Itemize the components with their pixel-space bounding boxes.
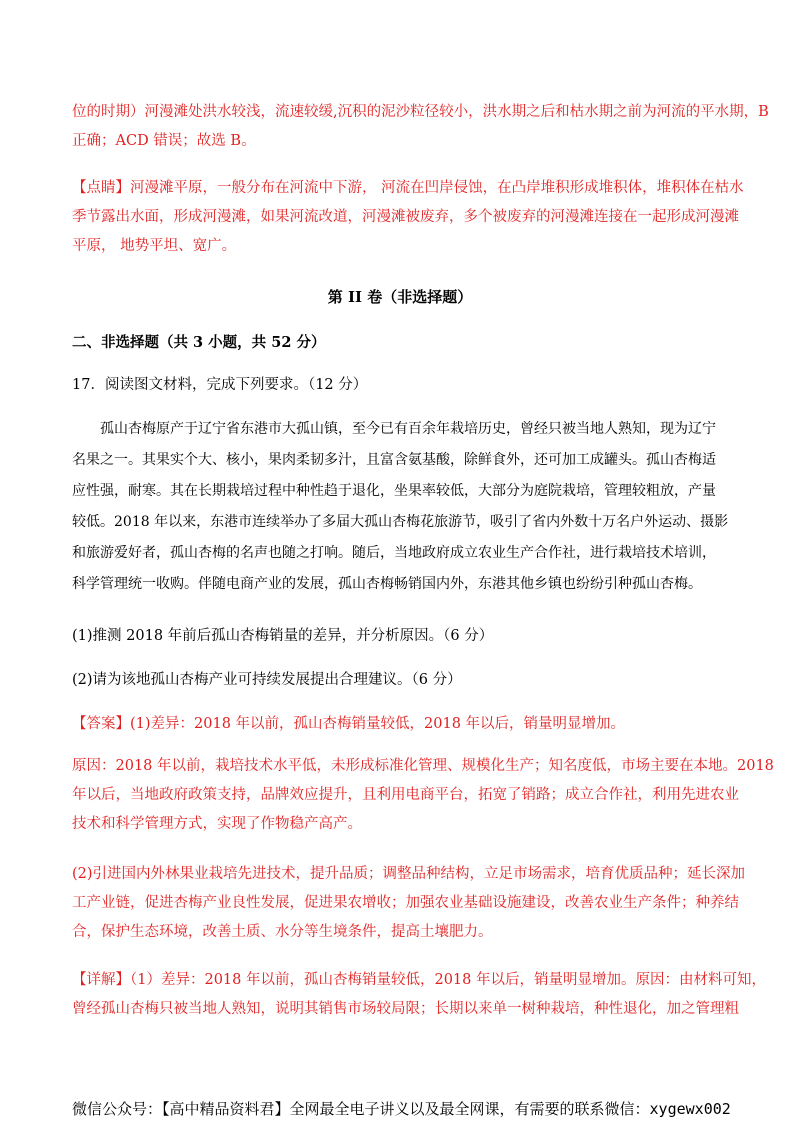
text-line: 平原， 地势平坦、宽广。 [72, 238, 237, 254]
text-line: 工产业链，促进杏梅产业良性发展，促进果农增收；加强农业基础设施建设，改善农业生产条件；种养结 [72, 895, 739, 911]
text-line: 孤山杏梅原产于辽宁省东港市大孤山镇，至今已有百余年栽培历史，曾经只被当地人熟知，现为辽宁 [100, 421, 716, 437]
answer-part-1: 【答案】(1)差异：2018 年以前，孤山杏梅销量较低，2018 年以后，销量明显增加。 [72, 716, 626, 732]
detail-explanation [72, 966, 766, 1024]
text-line: 季节露出水面，形成河漫滩，如果河流改道，河漫滩被废弃，多个被废弃的河漫滩连接在一起形成河漫滩 [72, 209, 739, 225]
text-line: 【详解】（1）差异：2018 年以前，孤山杏梅销量较低，2018 年以后，销量明显增加。原因：由材料可知， [72, 972, 766, 988]
text-line: 应性强，耐寒。其在长期栽培过程中种性趋于退化，坐果率较低，大部分为庭院栽培，管理较粗放，产量 [72, 483, 716, 499]
footer-ad [72, 1098, 731, 1119]
dianjing-note [72, 174, 744, 261]
footer-text: 微信公众号：【高中精品资料君】全网最全电子讲义以及最全网课，有需要的联系微信： [72, 1100, 650, 1118]
section-heading: 二、非选择题（共 3 小题，共 52 分） [72, 334, 326, 351]
section-title: 第 II 卷（非选择题） [327, 288, 473, 306]
text-line: 较低。2018 年以来，东港市连续举办了多届大孤山杏梅花旅游节，吸引了省内外数十万名户外运动、摄影 [72, 514, 729, 530]
wechat-id: xygewx002 [649, 1100, 731, 1118]
previous-answer-tail [72, 98, 769, 156]
text-line: (2)引进国内外林果业栽培先进技术，提升品质；调整品种结构，立足市场需求，培育优质品种；延长深加 [72, 866, 746, 882]
text-line: 【点睛】河漫滩平原，一般分布在河流中下游， 河流在凹岸侵蚀，在凸岸堆积形成堆积体，堆积体在枯水 [72, 180, 744, 196]
text-line: 正确；ACD 错误；故选 B。 [72, 133, 256, 149]
text-line: 原因：2018 年以前，栽培技术水平低，未形成标准化管理、规模化生产；知名度低，市场主要在本地。2018 [72, 758, 774, 774]
question-intro: 17．阅读图文材料，完成下列要求。（12 分） [72, 377, 368, 393]
text-line: 年以后，当地政府政策支持，品牌效应提升，且利用电商平台，拓宽了销路；成立合作社，利用先进农业 [72, 787, 739, 803]
text-line: 曾经孤山杏梅只被当地人熟知，说明其销售市场较局限；长期以来单一树种栽培，种性退化，加之管理粗 [72, 1001, 739, 1017]
answer-part-2 [72, 860, 746, 947]
reading-material [72, 414, 732, 600]
text-line: 名果之一。其果实个大、核小，果肉柔韧多汁，且富含氨基酸，除鲜食外，还可加工成罐头。孤山杏梅适 [72, 452, 716, 468]
answer-reason [72, 752, 774, 839]
text-line: 位的时期）河漫滩处洪水较浅，流速较缓,沉积的泥沙粒径较小，洪水期之后和枯水期之前为河流的平水期，B [72, 104, 769, 120]
text-line: 和旅游爱好者，孤山杏梅的名声也随之打响。随后，当地政府成立农业生产合作社，进行栽培技术培训， [72, 545, 716, 561]
text-line: 技术和科学管理方式，实现了作物稳产高产。 [72, 816, 362, 832]
sub-question-2: (2)请为该地孤山杏梅产业可持续发展提出合理建议。（6 分） [72, 672, 462, 688]
sub-question-1: (1)推测 2018 年前后孤山杏梅销量的差异，并分析原因。（6 分） [72, 628, 494, 644]
text-line: 合，保护生态环境，改善土质、水分等生境条件，提高土壤肥力。 [72, 924, 493, 940]
text-line: 科学管理统一收购。伴随电商产业的发展，孤山杏梅畅销国内外，东港其他乡镇也纷纷引种孤山杏梅。 [72, 576, 702, 592]
